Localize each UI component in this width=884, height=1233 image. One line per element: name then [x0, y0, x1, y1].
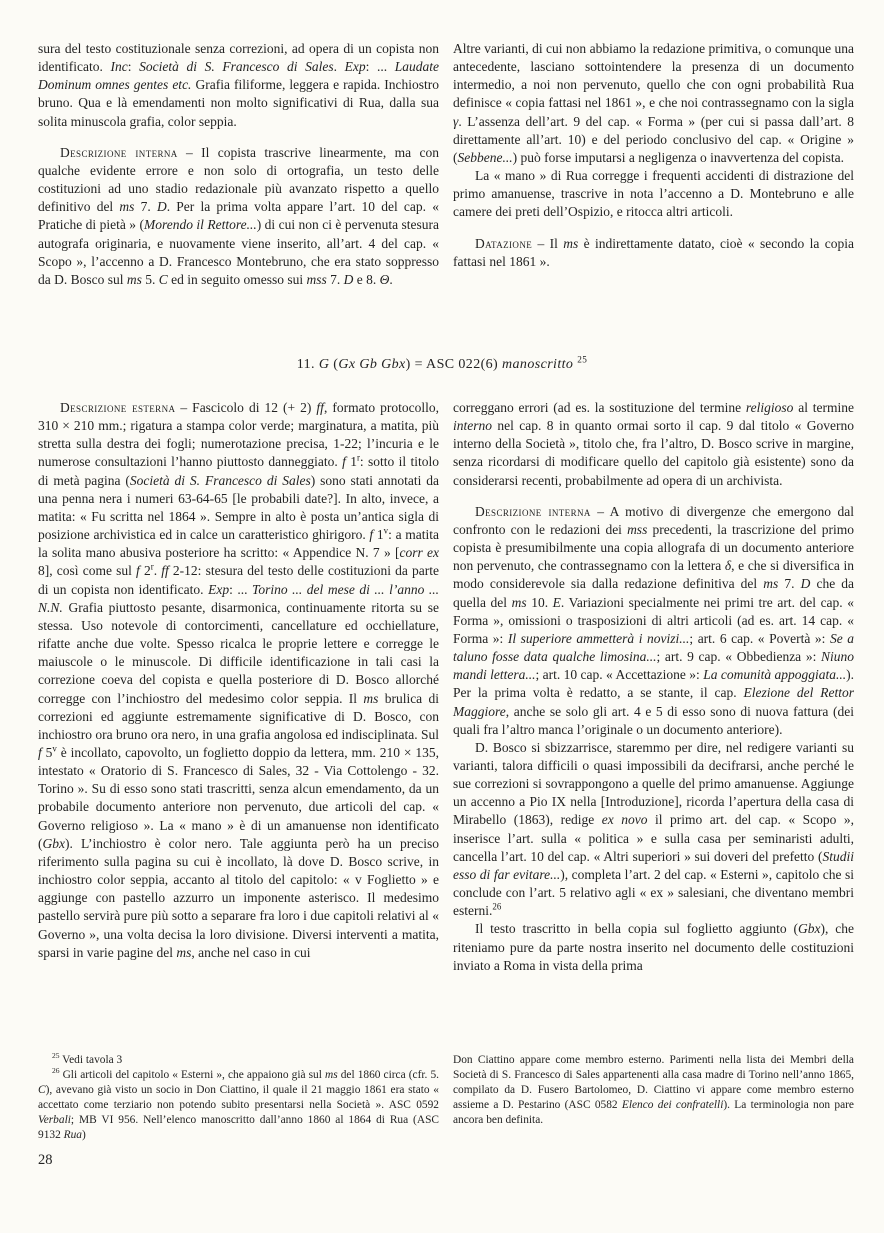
text-segment: ) di cui non ci è pervenuta stesura autografa originaria, e nuovamente viene inserito, all’art. 4 del cap. « Scopo », l’accenno a D. Francesco Montebruno, che era stato soppresso da D. Bosco sul [38, 217, 439, 287]
text-segment: – Fascicolo di 12 (+ 2) [175, 400, 317, 415]
text-segment: 26 [52, 1066, 60, 1076]
footnotes-right-column [453, 1053, 854, 1128]
text-segment: f [369, 527, 374, 543]
text-segment: ) sono stati annotati da una penna nera i numeri 63-64-65 [le probabili date?]. In alto, invece, a matita: « Fu scritta nel 1864 ». Sempre in alto è posta un’antica sigla di posizione archivistica ed in calce un caratteristico ghirigoro. [38, 472, 440, 543]
text-segment: E [552, 594, 561, 610]
text-segment: ms [126, 271, 142, 287]
text-segment: . Per la prima volta appare l’art. 10 del cap. « Pratiche di pietà » ( [38, 199, 439, 233]
text-segment: 5 [41, 744, 53, 760]
text-segment: 2-12: stesura del testo delle costituzioni da parte di un copista non identificato. [38, 563, 440, 597]
text-segment: ). L’inchiostro è color nero. Tale aggiunta però ha un preciso riferimento sulla pagina su cui è incollato, là dove D. Bosco scrive, in inchiostro color seppia, accanto al titolo del capitolo: « v Foglietto » e aggiunge con pastello azzurro un imponente asterisco. Il medesimo pastello servirà pure più sotto a separare fra loro i due capitoli relativi al « Governo », una volta decisa la loro divisione. Diversi interventi a matita, sparsi in varie pagine del [38, 835, 439, 960]
text-segment: Gx Gb Gbx [338, 357, 406, 372]
text-segment: G [318, 357, 330, 372]
text-segment: Exp [344, 59, 366, 75]
text-segment: . [333, 59, 345, 75]
text-segment: Società di S. Francesco di Sales [139, 59, 334, 75]
text-segment: , e che si diversifica in modo considerevole sia dalla redazione definitiva del [453, 558, 854, 592]
paragraph-altre-varianti [453, 40, 854, 167]
paragraph-descrizione-interna-2 [453, 503, 854, 739]
text-segment: 1 [345, 454, 357, 470]
text-segment: Exp [208, 581, 230, 597]
text-segment: ; art. 6 cap. « Povertà »: [689, 630, 830, 646]
text-segment: Descrizione esterna [60, 400, 176, 415]
text-segment: Inc [110, 59, 128, 75]
text-segment: che da quella del [453, 576, 855, 610]
text-segment: religioso [745, 400, 794, 415]
text-segment: D [800, 576, 811, 592]
text-segment: Se a taluno fosse data qualche limosina... [453, 630, 854, 665]
text-segment: Sebbene... [457, 149, 513, 165]
text-segment: Descrizione interna [60, 144, 178, 160]
text-segment: Morendo il Rettore... [143, 217, 257, 233]
paragraph-continuation [38, 40, 439, 131]
text-segment: r [356, 452, 360, 463]
text-segment: mss [627, 521, 648, 537]
text-segment: . [389, 271, 393, 287]
text-segment: Verbali [38, 1114, 71, 1126]
text-segment: Il superiore ammetterà i novizi... [507, 630, 690, 646]
text-segment: ), avevano già visto un socio in Don Ciattino, il quale il 21 maggio 1861 era stato « accettato come terziario non potendo subito presentarsi nella Società ». ASC 0592 [38, 1084, 439, 1111]
text-segment: interno [453, 418, 492, 434]
text-segment: Rua [63, 1129, 82, 1141]
text-segment: 10. [526, 594, 553, 610]
footnote-25 [38, 1053, 439, 1068]
right-column-top [453, 40, 854, 271]
text-segment: f [136, 563, 140, 579]
text-segment: ms [363, 690, 379, 706]
text-segment: : ... [365, 59, 395, 75]
text-segment: D. Bosco si sbizzarrisce, staremmo per dire, nel redigere varianti su varianti, talora difficili o quasi impossibili da decifrarsi, anche perché le sue correzioni si sovrappongono a quelle del primo amanuense. Aggiunge un accenno a Pio IX nella [Introduzione], ricorda l’apertura della casa di Mirabello (1863), redige [453, 739, 854, 828]
text-segment: : a matita la solita mano abusiva posteriore ha scritto: « Appendice N. 7 » [ [38, 527, 440, 561]
text-segment: Gbx [42, 835, 65, 851]
text-segment: Altre varianti, di cui non abbiamo la redazione primitiva, o comunque una antecedente, lasciano sottointendere la presenza di un documento intermedio, a noi non pervenuto, quello che con ogni probabilità Rua definisce « copia fattasi nel 1861 », e che noi contrassegnamo con la sigla [453, 41, 854, 111]
text-segment: ). La terminologia non pare ancora ben definita. [453, 1099, 854, 1126]
text-segment: del 1860 circa (cfr. 5. [337, 1069, 439, 1081]
text-segment: ms [176, 944, 192, 960]
text-segment: Datazione [475, 235, 533, 251]
text-segment: 11. [296, 357, 319, 372]
text-segment: e 8. [353, 271, 380, 287]
text-segment: ms [119, 199, 135, 215]
text-segment: , anche se solo gli art. 4 e 5 di esso sono di nuova fattura (dei quali fra l’altro manca l’originale o un documento anteriore). [453, 703, 854, 737]
text-segment: ms [511, 594, 527, 610]
footnote-26-continuation [453, 1053, 854, 1128]
text-segment: Vedi tavola 3 [59, 1054, 123, 1066]
text-segment: – Il copista trascrive linearmente, ma con qualche evidente errore e non solo di ortografia, un testo delle costituzioni ad uno stadio redazionale più avanzato rispetto a quello definitivo del [38, 144, 439, 215]
text-segment: 2 [139, 563, 151, 579]
text-segment: f [342, 454, 346, 470]
text-segment: nel cap. 8 in quanto ormai sorto il cap. 9 dal titolo « Governo interno della Società », titolo che, fra l’altro, D. Bosco scrive in margine, senza ricordarsi di modificare quello del capitolo già esistente) sono da considerarsi recenti, probabilmente ad opera di un archivista. [453, 418, 854, 488]
text-segment: 8], così come sul [38, 563, 137, 579]
paragraph-mano-di-rua [453, 167, 854, 221]
text-segment: : [127, 59, 140, 75]
text-segment: – Il [532, 235, 564, 251]
text-segment: D [156, 199, 167, 215]
text-segment: 5. [141, 271, 159, 287]
page-number: 28 [38, 1152, 53, 1168]
paragraph-descrizione-interna-g [38, 144, 439, 289]
text-segment: Θ [379, 271, 390, 287]
text-segment: . L’assenza dell’art. 9 del cap. « Forma » (per cui si passa dall’art. 8 direttamente all’art. 10) e del periodo conclusivo del cap. « Origine » ( [453, 113, 854, 165]
text-segment: al termine [793, 400, 854, 415]
text-segment: Grafia piuttosto pesante, disarmonica, continuamente ritorta su se stessa. Uso notevole di contorcimenti, cancellature ed occhiellature, rifatte anche due volte. Spesso ricalca le proprie lettere e corregge le maiuscole o le minuscole. Di difficile identificazione in tali casi la correzione coeva del copista e quella posteriore di D. Bosco allorché corregge con l’inchiostro del medesimo color seppia. Il [38, 599, 439, 706]
text-segment: ff [161, 563, 169, 579]
text-segment: C [38, 1084, 46, 1096]
text-segment: La comunità appoggiata... [703, 667, 847, 683]
text-segment: – A motivo di divergenze che emergono dal confronto con le redazioni dei [453, 503, 854, 537]
text-segment: v [383, 525, 389, 536]
text-segment: La « mano » di Rua corregge i frequenti accidenti di distrazione del primo amanuense, trascrive in nota l’accenno a D. Montebruno e alle camere dei preti dell’Ospizio, e ritocca altri articoli. [453, 168, 854, 220]
text-segment: , formato protocollo, 310 × 210 mm.; rigatura a stampa color verde; marginatura, a matita, più stretta sulla destra dei fogli; numerotazione precisa, 1-22; l’incuria e le numerose consultazioni l’hanno piuttosto danneggiato. [38, 400, 439, 470]
text-segment: ), completa l’art. 2 del cap. « Esterni », capitolo che si conclude con l’art. 5 relativo agli « ex » salesiani, che diventano membri esterni. [453, 866, 854, 919]
text-segment: Società di S. Francesco di Sales [129, 472, 311, 488]
text-segment: ( [329, 357, 339, 372]
text-segment: ) = ASC 022(6) [405, 357, 503, 372]
paragraph-correggano-errori [453, 399, 854, 490]
text-segment: ) [82, 1129, 86, 1141]
text-segment: 7. [134, 199, 157, 215]
footnotes-left-column [38, 1053, 439, 1143]
text-segment: ex novo [601, 812, 648, 828]
text-segment: γ [453, 113, 459, 129]
paragraph-testo-trascritto [453, 920, 854, 974]
text-segment: correggano errori (ad es. la sostituzione del termine [453, 400, 746, 415]
text-segment: è incollato, capovolto, un foglietto doppio da lettera, mm. 210 × 135, intestato « Oratorio di S. Francesco di Sales, 32 - Via Cottolengo - 32. Torino ». Su di esso sono stati trascritti, senza alcun emendamento, da un probabile documento anteriore non pervenuto, due articoli del cap. « Governo religioso ». La « mano » è di un amanuense non identificato ( [38, 744, 439, 851]
text-segment: Gbx [798, 921, 821, 937]
text-segment: brulica di correzioni ed aggiunte estremamente significative di D. Bosco, con inchiostro ora bruno ora nero, in una grafia angolosa ed indisciplinata. Sul [38, 690, 440, 742]
text-segment: Elenco dei confratelli [621, 1099, 724, 1111]
text-segment: manoscritto [502, 357, 574, 372]
text-segment: 7. [326, 271, 344, 287]
text-segment: . [153, 563, 162, 579]
text-segment: , anche nel caso in cui [191, 944, 311, 960]
text-segment: C [158, 271, 168, 287]
text-segment: Studii esso di far evitare... [453, 848, 854, 882]
text-segment: ff [316, 400, 324, 415]
text-segment: : ... [229, 581, 253, 597]
paragraph-datazione [453, 235, 854, 271]
left-column-top [38, 40, 439, 289]
text-segment: sura del testo costituzionale senza correzioni, ad opera di un copista non identificato. [38, 41, 439, 75]
section-heading [0, 354, 884, 373]
text-segment: ms [763, 576, 779, 592]
text-segment: ed in seguito omesso sui [167, 271, 307, 287]
text-segment: r [150, 561, 154, 572]
text-segment: 25 [577, 354, 588, 365]
footnote-26 [38, 1068, 439, 1143]
text-segment: 7. [778, 576, 801, 592]
text-segment: ; art. 10 cap. « Accettazione »: [535, 667, 704, 683]
paragraph-d-bosco-sbizzarrisce [453, 739, 854, 921]
text-segment: ; art. 9 cap. « Obbedienza »: [656, 649, 821, 665]
text-segment: corr ex [399, 545, 440, 561]
text-segment: 25 [52, 1051, 60, 1061]
text-segment: Grafia filiforme, leggera e rapida. Inchiostro bruno. Qua e là emendamenti non molto significativi di Rua, dalla sua solita minuscola grafia, color seppia. [38, 77, 440, 129]
text-segment: v [52, 743, 57, 754]
text-segment: ms [324, 1069, 338, 1081]
text-segment: ; MB VI 956. Nell’elenco manoscritto dall’anno 1860 al 1864 di Rua (ASC 9132 [38, 1114, 439, 1141]
right-column-main [453, 399, 854, 975]
text-segment: Gli articoli del capitolo « Esterni », che appaiono già sul [59, 1069, 325, 1081]
paragraph-descrizione-esterna [38, 399, 439, 962]
text-segment: Torino ... del mese di ... l’anno ... N.N. [38, 581, 439, 615]
text-segment: 1 [373, 527, 384, 543]
text-segment: mss [306, 271, 327, 287]
text-segment: il primo art. del cap. « Scopo », inserisce l’art. sulla « politica » e sulla casa per seminaristi adulti, cancella l’art. 10 del cap. « Altri superiori » sui doveri del prefetto ( [453, 812, 854, 864]
text-segment: f [38, 744, 42, 760]
text-segment: Don Ciattino appare come membro esterno. Parimenti nella lista dei Membri della Società di S. Francesco di Sales appartenenti alla casa madre di Torino nell’anno 1865, compilato da D. Fusero Bartolomeo, D. Ciattino vi appare come membro esterno assieme a D. Pestarino (ASC 0582 [453, 1054, 854, 1111]
text-segment: ms [563, 235, 579, 251]
text-segment: ). Per la prima volta è redatto, a se stante, il cap. [453, 667, 854, 701]
left-column-main [38, 399, 439, 962]
text-segment: Laudate Dominum omnes gentes etc. [38, 59, 439, 93]
text-segment: Niuno mandi lettera... [453, 649, 854, 683]
text-segment: è indirettamente datato, cioè « secondo la copia fattasi nel 1861 ». [453, 235, 854, 269]
section-heading [0, 354, 884, 373]
text-segment: precedenti, la trascrizione del primo copista è presumibilmente una copia allografa di un documento anteriore non pervenuto, che contrassegnamo con la lettera [453, 521, 854, 574]
text-segment: ) può forse imputarsi a negligenza o inavvertenza del copista. [512, 149, 844, 165]
text-segment: Elezione del Rettor Maggiore [453, 685, 854, 719]
text-segment: 26 [492, 901, 502, 912]
text-segment: δ [724, 558, 732, 574]
text-segment: . Variazioni specialmente nei primi tre art. del cap. « Forma », omissioni o trasposizioni di altri articoli (ad es. art. 14 cap. « Forma »: [453, 594, 854, 646]
text-segment: Il testo trascritto in bella copia sul foglietto aggiunto ( [475, 921, 798, 937]
text-segment: D [343, 271, 354, 287]
text-segment: ), che riteniamo pure da parte nostra inserito nel documento delle costituzioni inviato a Roma in vista della prima [453, 921, 854, 973]
text-segment: : sotto il titolo di metà pagina ( [38, 454, 439, 488]
text-segment: Descrizione interna [475, 503, 591, 519]
